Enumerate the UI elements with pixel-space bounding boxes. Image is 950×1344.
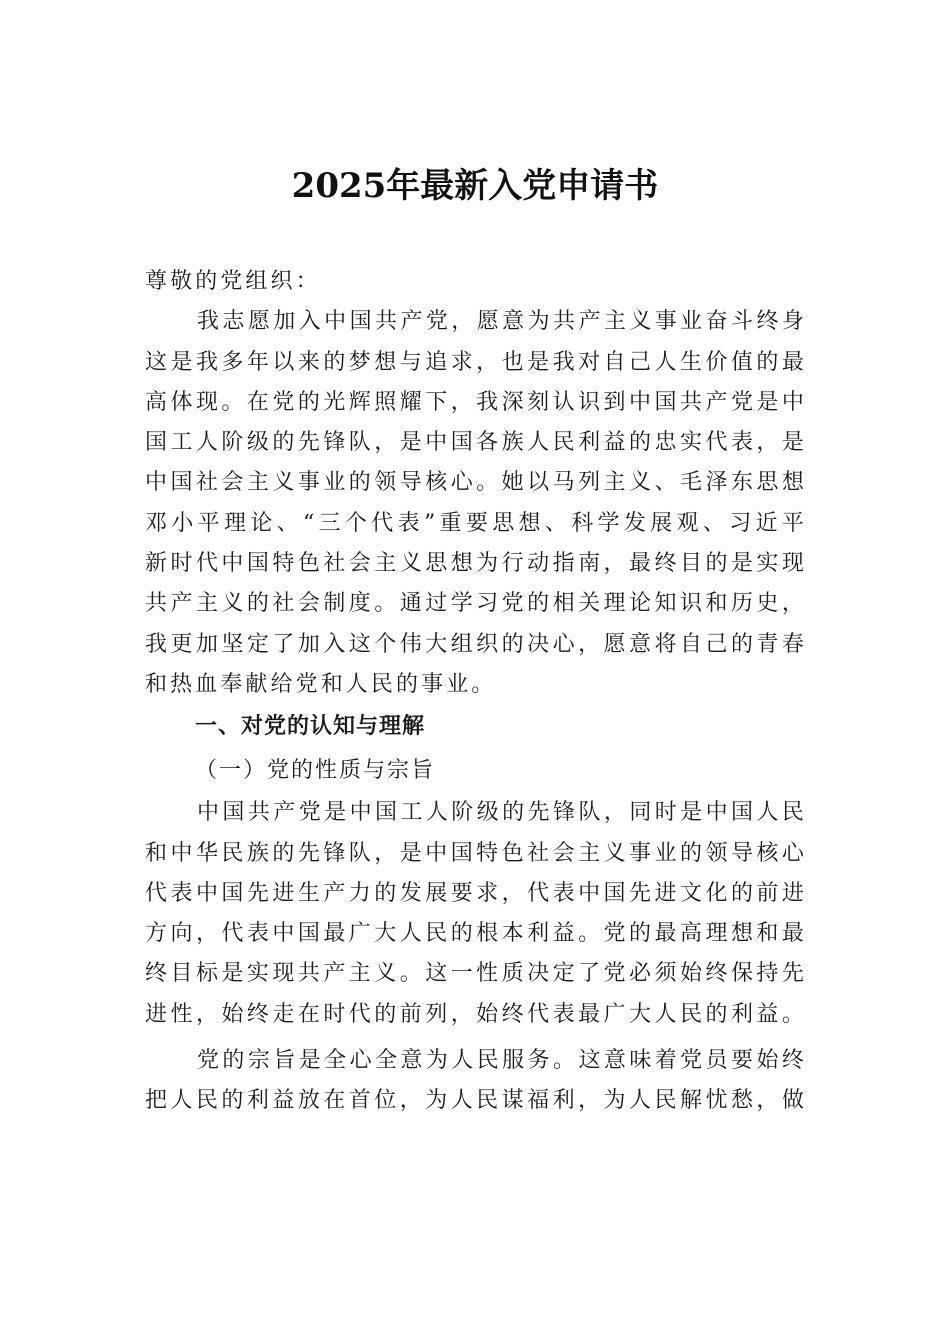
- paragraph-line: 我志愿加入中国共产党，愿意为共产主义事业奋斗终身: [197, 309, 807, 335]
- paragraph-line: 邓小平理论、“三个代表”重要思想、科学发展观、习近平: [145, 510, 807, 536]
- paragraph-purpose: [145, 1041, 807, 1122]
- salutation: 尊敬的党组织：: [145, 269, 321, 294]
- paragraph-line: 中国共产党是中国工人阶级的先锋队，同时是中国人民: [197, 800, 807, 826]
- paragraph-line: 方向，代表中国最广大人民的根本利益。党的最高理想和最: [145, 921, 807, 947]
- paragraph-line: 进性，始终走在时代的前列，始终代表最广大人民的利益。: [145, 1001, 807, 1027]
- paragraph-line: 和热血奉献给党和人民的事业。: [145, 671, 497, 697]
- paragraph-line: 党的宗旨是全心全意为人民服务。这意味着党员要始终: [197, 1048, 807, 1074]
- paragraph-line: 新时代中国特色社会主义思想为行动指南，最终目的是实现: [145, 551, 807, 577]
- document-title: 2025年最新入党申请书: [291, 166, 659, 206]
- subsection-heading: （一）党的性质与宗旨: [195, 758, 436, 784]
- paragraph-line: 把人民的利益放在首位，为人民谋福利，为人民解忧愁，做: [145, 1088, 807, 1114]
- paragraph-line: 高体现。在党的光辉照耀下，我深刻认识到中国共产党是中: [145, 389, 807, 415]
- paragraph-line: 共产主义的社会制度。通过学习党的相关理论知识和历史，: [145, 591, 807, 617]
- paragraph-intro: [145, 302, 807, 705]
- paragraph-line: 国工人阶级的先锋队，是中国各族人民利益的忠实代表，是: [145, 430, 807, 456]
- section-heading: 一、对党的认知与理解: [195, 714, 426, 740]
- paragraph-nature: [145, 793, 807, 1035]
- paragraph-line: 中国社会主义事业的领导核心。她以马列主义、毛泽东思想: [145, 470, 807, 496]
- paragraph-line: 代表中国先进生产力的发展要求，代表中国先进文化的前进: [145, 880, 807, 906]
- paragraph-line: 我更加坚定了加入这个伟大组织的决心，愿意将自己的青春: [145, 631, 807, 657]
- paragraph-line: 和中华民族的先锋队，是中国特色社会主义事业的领导核心: [145, 840, 807, 866]
- paragraph-line: 终目标是实现共产主义。这一性质决定了党必须始终保持先: [145, 961, 807, 987]
- paragraph-line: 这是我多年以来的梦想与追求，也是我对自己人生价值的最: [145, 349, 807, 375]
- document-body: [145, 262, 807, 1122]
